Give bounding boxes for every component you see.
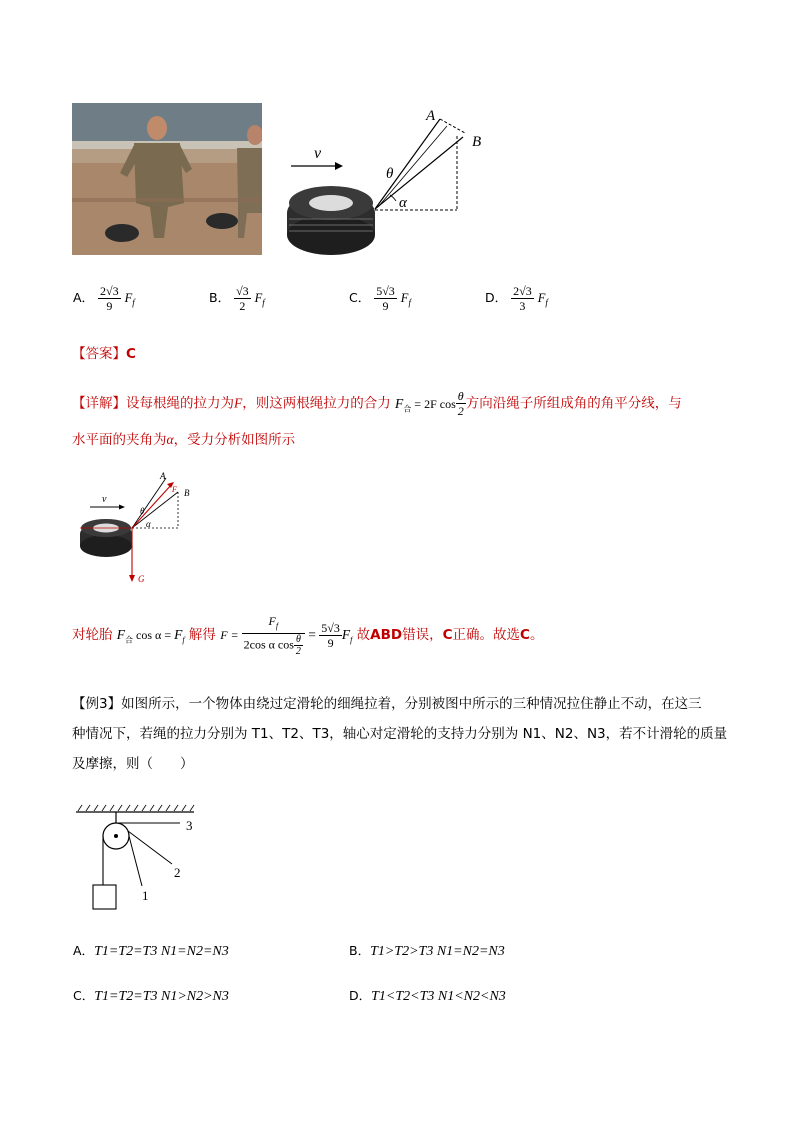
option-C-3[interactable]: C．T1=T2=T3 N1>N2>N3 bbox=[73, 988, 229, 1004]
velocity-label: v bbox=[314, 145, 322, 162]
force-diagram bbox=[76, 470, 206, 588]
solve-line: 对轮胎 $F_合$ $\cos \alpha = F_f$ 解得 F = $F_f$ 2cos α cos $\frac{\theta}{2}$ = $\frac{5√3}{9}$ $F_f$ 故ABD错误，C正确。故选C。 bbox=[72, 614, 544, 658]
option-A-1[interactable]: A． $\frac{2√3}{9}$ $F_f$ bbox=[73, 284, 135, 313]
example3-line-2: 种情况下，若绳的拉力分别为 T1、T2、T3，轴心对定滑轮的支持力分别为 N1、N2、N3，若不计滑轮的质量 bbox=[72, 726, 728, 742]
alpha-label: α bbox=[399, 195, 407, 211]
B-label: B bbox=[184, 488, 190, 498]
option-B-3[interactable]: B．T1>T2>T3 N1=N2=N3 bbox=[349, 943, 505, 959]
point-B-label: B bbox=[472, 134, 482, 150]
rope-2-label: 2 bbox=[174, 865, 181, 880]
tire-icon bbox=[80, 519, 132, 557]
option-C-1[interactable]: C． $\frac{5√3}{9}$ $F_f$ bbox=[349, 284, 411, 313]
tire-icon bbox=[287, 186, 375, 255]
example3-line-1: 【例3】如图所示，一个物体由绕过定滑轮的细绳拉着，分别被图中所示的三种情况拉住静止不动，在这三 bbox=[72, 696, 702, 712]
alpha-label: α bbox=[146, 519, 151, 529]
hanging-block bbox=[93, 885, 116, 909]
option-D-3[interactable]: D．T1<T2<T3 N1<N2<N3 bbox=[349, 988, 506, 1004]
option-A-3[interactable]: A．T1=T2=T3 N1=N2=N3 bbox=[73, 943, 229, 959]
option-D-1[interactable]: D． $\frac{2√3}{3}$ $F_f$ bbox=[485, 284, 548, 313]
pulley-diagram bbox=[72, 800, 202, 915]
A-label: A bbox=[160, 471, 166, 481]
theta-label: θ bbox=[140, 506, 145, 516]
detail-line-2: 水平面的夹角为α，受力分析如图所示 bbox=[72, 432, 296, 448]
theta-label: θ bbox=[386, 166, 394, 182]
soldiers-photo bbox=[72, 103, 262, 255]
answer-line: 【答案】C bbox=[72, 346, 136, 362]
option-B-1[interactable]: B． $\frac{√3}{2}$ $F_f$ bbox=[209, 284, 265, 313]
rope-1-label: 1 bbox=[142, 888, 149, 903]
example3-line-3: 及摩擦，则（ ） bbox=[72, 756, 194, 772]
G-label: G bbox=[138, 574, 145, 584]
v-label: v bbox=[102, 494, 107, 505]
tire-rope-diagram bbox=[285, 103, 500, 255]
detail-line-1: 【详解】设每根绳的拉力为F，则这两根绳拉力的合力 $F_合 = 2F$ cos $\frac{\theta}{2}$ 方向沿绳子所组成角的角平分线，与 bbox=[72, 389, 682, 418]
rope-3-label: 3 bbox=[186, 818, 193, 833]
point-A-label: A bbox=[426, 108, 436, 124]
F-label: F bbox=[172, 485, 177, 494]
